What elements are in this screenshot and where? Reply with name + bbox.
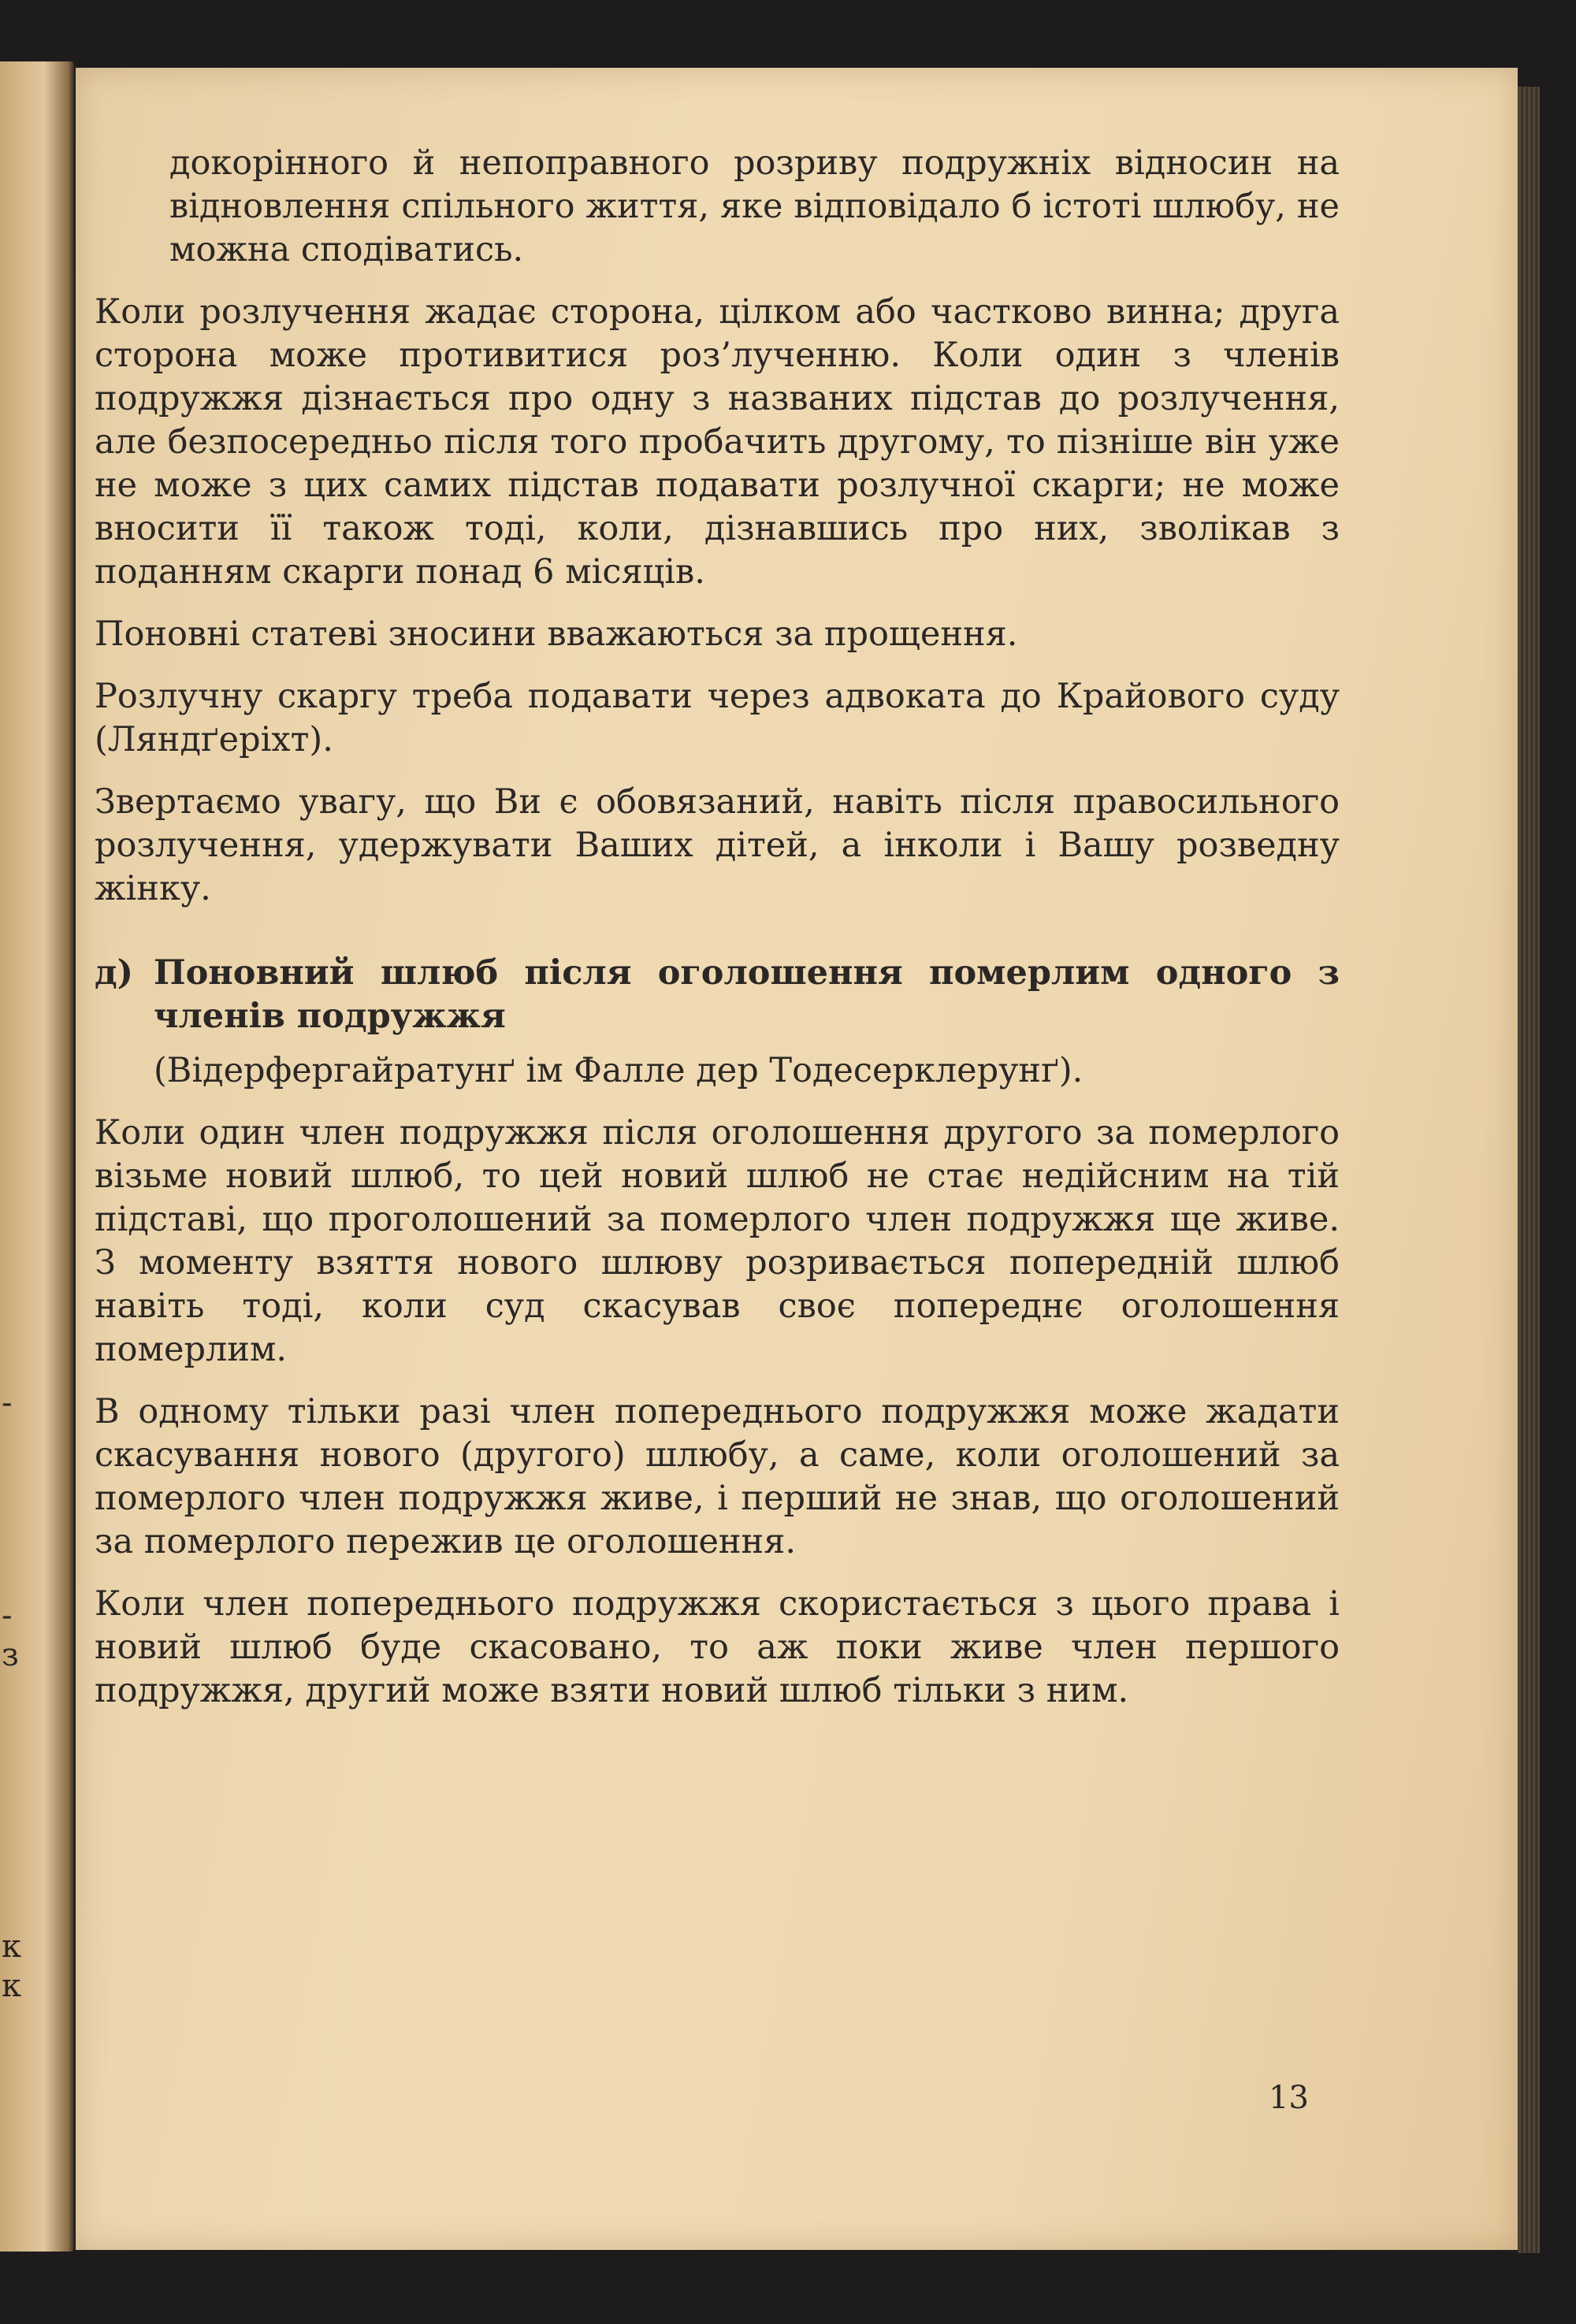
section-subtitle: (Відерфергайратунґ ім Фалле дер Тодесерклерунґ). (154, 1051, 1084, 1090)
paragraph-forgiveness: Поновні статеві зносини вважаються за прощення. (95, 614, 1018, 654)
paragraph-continuation: докорінного й непоправного розриву подружніх відносин на відновлення спільного життя, яке відповідало б істоті шлюбу, не можна сподіватись. (169, 143, 1340, 269)
page-number: 13 (1269, 2080, 1309, 2116)
paragraph-support-obligation: Звертаємо увагу, що Ви є обовязаний, навіть після правосильного розлучення, удержувати Ваших дітей, а інколи і Вашу розведну жінку. (95, 782, 1340, 908)
page-text (95, 142, 1340, 1732)
paragraph-annulment-right: В одному тільки разі член попереднього подружжя може жадати скасування нового (дpугого) шлюбу, а саме, коли оголошений за померлого член подружжя живе, і перший не знав, що оголошений за померлого пережив це оголошення. (95, 1392, 1340, 1561)
left-page-fragment: - (2, 1385, 13, 1421)
left-page-fragment: к (2, 1929, 21, 1965)
left-page-fragment: к (2, 1968, 21, 2004)
left-page-fragment: - (2, 1598, 13, 1634)
left-page-fragment: з (2, 1637, 19, 1673)
paragraph-fault-divorce: Коли розлучення жадає сторона, цілком або частково винна; друга сторона може противитися роз’лученню. Коли один з членів подружжя дізнається про одну з названих підстав до розлучення, але безпосередньо після того пробачить другому, то пізніше він уже не може з цих самих підстав подавати розлучної скарги; не може вносити її також тоді, коли, дізнавшись про них, зволікав з поданням скарги понад 6 місяців. (95, 292, 1340, 592)
section-heading (95, 952, 1340, 1038)
section-title: Поновний шлюб після оголошення померлим одного з членів подружжя (154, 953, 1340, 1036)
paragraph-complaint-filing: Розлучну скаргу треба подавати через адвоката до Крайового суду (Ляндґеріхт). (95, 677, 1340, 759)
section-marker: д) (95, 953, 134, 993)
page-stack-edge (1518, 87, 1540, 2253)
paragraph-new-marriage: Коли один член подружжя після оголошення другого за померлого візьме новий шлюб, то цей новий шлюб не стає недійсним на тій підставі, що проголошений за померлого член подружжя ще живе. З моменту взяття нового шлюву розривається попередній шлюб навіть тоді, коли суд скасував своє попереднє оголошення померлим. (95, 1113, 1340, 1369)
left-page-edge (0, 61, 74, 2252)
paragraph-remarriage: Коли член попереднього подружжя скористається з цього права і новий шлюб буде скасовано, то аж поки живе член першого подружжя, другий може взяти новий шлюб тільки з ним. (95, 1584, 1340, 1710)
